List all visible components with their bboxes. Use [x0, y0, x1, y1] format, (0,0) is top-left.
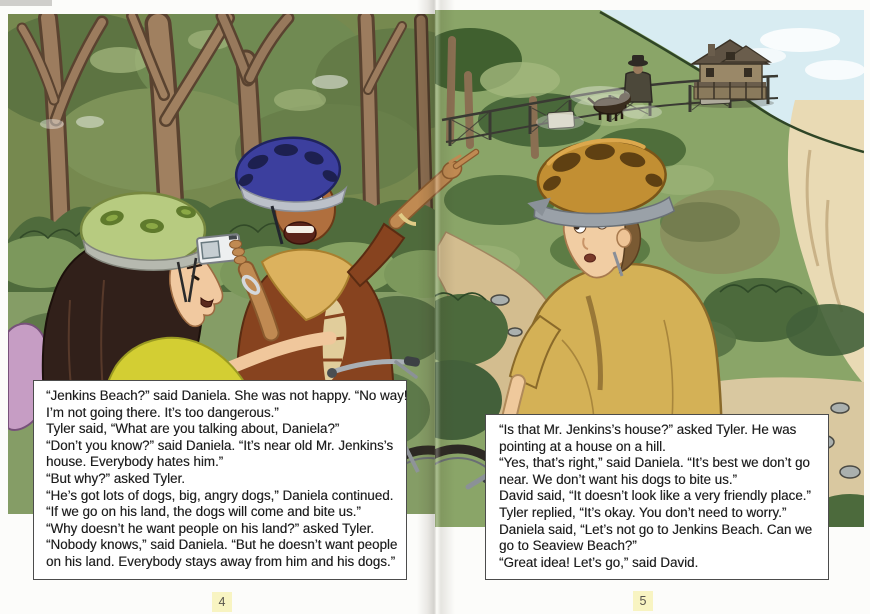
- story-line: Tyler replied, “It’s okay. You don’t need to worry.”: [499, 504, 787, 520]
- story-line: go to Seaview Beach?”: [499, 538, 637, 554]
- story-line: I’m not going there. It’s too dangerous.”: [46, 404, 279, 420]
- story-line: “Yes, that’s right,” said Daniela. “It’s best we don’t go: [499, 455, 810, 471]
- left-page-textbox: [33, 380, 407, 580]
- story-line: “If we go on his land, the dogs will come and bite us.”: [46, 504, 361, 520]
- story-line: near. We don’t want his dogs to bite us.”: [499, 471, 737, 487]
- story-line: “Don’t you know?” said Daniela. “It’s near old Mr. Jenkins’s: [46, 437, 394, 453]
- story-line: “Great idea! Let’s go,” said David.: [499, 554, 699, 570]
- david-mouth: [585, 254, 596, 262]
- story-line: “He’s got lots of dogs, big, angry dogs,” Daniela continued.: [46, 487, 394, 503]
- story-line: pointing at a house on a hill.: [499, 438, 666, 454]
- story-line: “Is that Mr. Jenkins’s house?” asked Tyler. He was: [499, 422, 797, 437]
- david-ear: [617, 229, 631, 247]
- story-line: David said, “It doesn’t look like a very friendly place.”: [499, 488, 811, 504]
- story-line: Tyler said, “What are you talking about, Daniela?”: [46, 421, 340, 437]
- dirt-hillside: [660, 190, 780, 274]
- story-line: “Jenkins Beach?” said Daniela. She was not happy. “No way!: [46, 388, 408, 403]
- story-line: “But why?” asked Tyler.: [46, 470, 185, 486]
- scan-edge-artifact: [0, 0, 52, 6]
- story-line: Daniela said, “Let’s not go to Jenkins Beach. Can we: [499, 521, 813, 537]
- story-line: house. Everybody hates him.”: [46, 454, 224, 470]
- page-number-right: 5: [633, 591, 653, 611]
- camera-lens: [201, 241, 220, 259]
- page-number-left: 4: [212, 592, 232, 612]
- story-line: on his land. Everybody stays away from him and his dogs.”: [46, 553, 396, 569]
- story-line: “Why doesn’t he want people on his land?” asked Tyler.: [46, 520, 375, 536]
- story-line: “Nobody knows,” said Daniela. “But he doesn’t want people: [46, 537, 398, 553]
- right-page-textbox: [485, 414, 829, 580]
